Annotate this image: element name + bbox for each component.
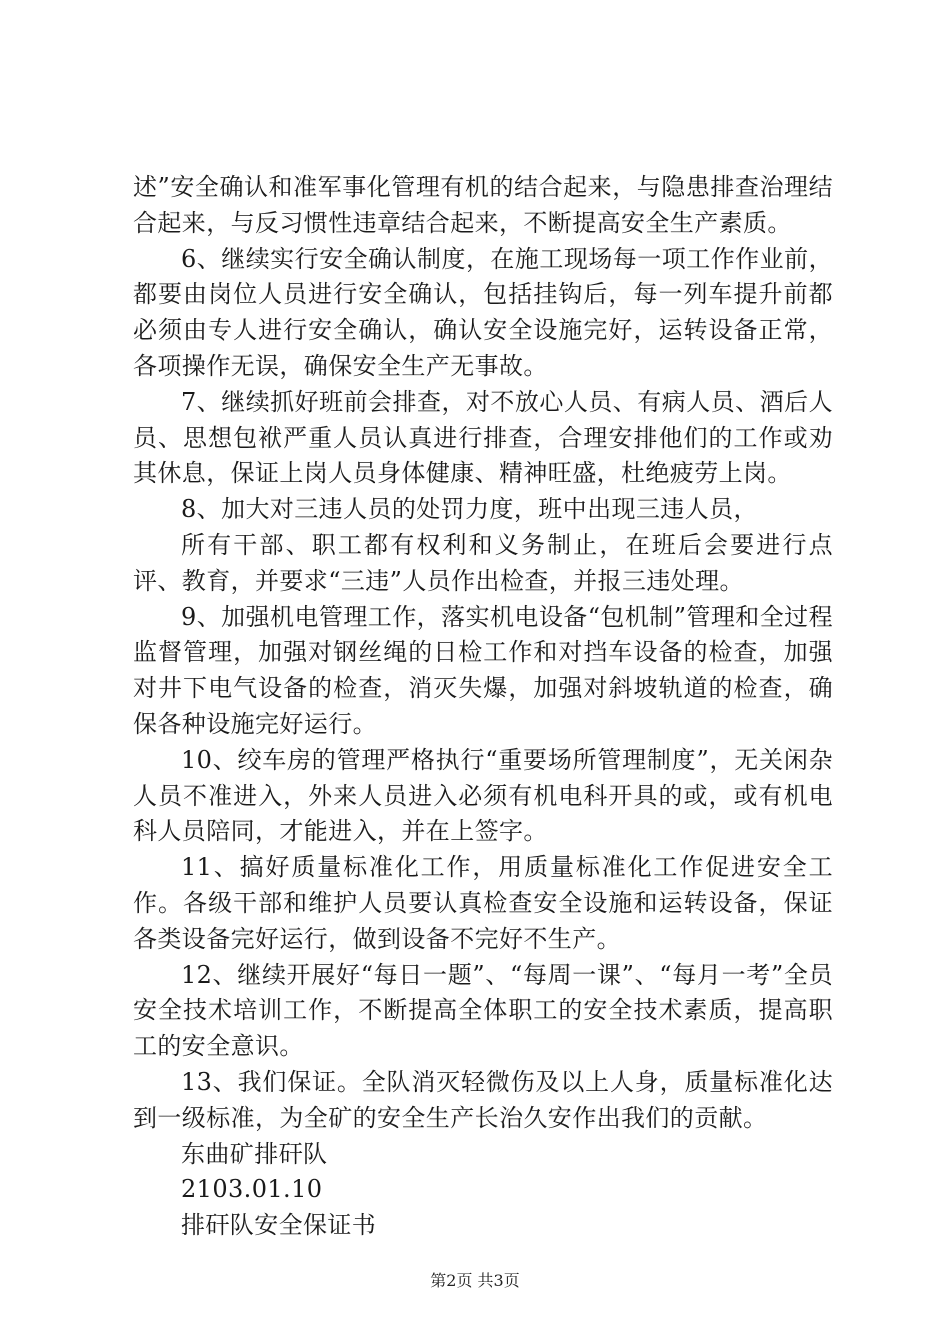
document-title-line: 排矸队安全保证书	[181, 1211, 377, 1240]
paragraph-item-13: 13、我们保证。全队消灭轻微伤及以上人身，质量标准化达到一级标准，为全矿的安全生产长治久安作出我们的贡献。	[133, 1067, 833, 1132]
document-body	[133, 170, 833, 1244]
paragraph-item-7: 7、继续抓好班前会排查，对不放心人员、有病人员、酒后人员、思想包袱严重人员认真进行排查，合理安排他们的工作或劝其休息，保证上岗人员身体健康、精神旺盛，杜绝疲劳上岗。	[133, 387, 833, 488]
paragraph-item-10: 10、绞车房的管理严格执行“重要场所管理制度”，无关闲杂人员不准进入，外来人员进入必须有机电科开具的或，或有机电科人员陪同，才能进入，并在上签字。	[133, 745, 833, 846]
paragraph-item-6: 6、继续实行安全确认制度，在施工现场每一项工作作业前，都要由岗位人员进行安全确认，包括挂钩后，每一列车提升前都必须由专人进行安全确认，确认安全设施完好，运转设备正常，各项操作无误，确保安全生产无事故。	[133, 244, 833, 380]
paragraph-continuation: 述”安全确认和准军事化管理有机的结合起来，与隐患排查治理结合起来，与反习惯性违章结合起来，不断提高安全生产素质。	[133, 173, 833, 237]
paragraph-item-8: 8、加大对三违人员的处罚力度，班中出现三违人员，	[181, 495, 758, 524]
paragraph-item-9: 9、加强机电管理工作，落实机电设备“包机制”管理和全过程监督管理，加强对钢丝绳的日检工作和对挡车设备的检查，加强对井下电气设备的检查，消灭失爆，加强对斜坡轨道的检查，确保各种设施完好运行。	[133, 602, 833, 738]
signature-date: 2103.01.10	[181, 1175, 323, 1204]
paragraph-item-11: 11、搞好质量标准化工作，用质量标准化工作促进安全工作。各级干部和维护人员要认真检查安全设施和运转设备，保证各类设备完好运行，做到设备不完好不生产。	[133, 853, 833, 953]
page-number-footer: 第2页 共3页	[430, 1271, 520, 1290]
signature-team: 东曲矿排矸队	[181, 1139, 328, 1168]
paragraph-item-12: 12、继续开展好“每日一题”、“每周一课”、“每月一考”全员安全技术培训工作，不断提高全体职工的安全技术素质，提高职工的安全意识。	[133, 960, 833, 1061]
paragraph-item-8-continued: 所有干部、职工都有权利和义务制止，在班后会要进行点评、教育，并要求“三违”人员作出检查，并报三违处理。	[133, 530, 833, 595]
